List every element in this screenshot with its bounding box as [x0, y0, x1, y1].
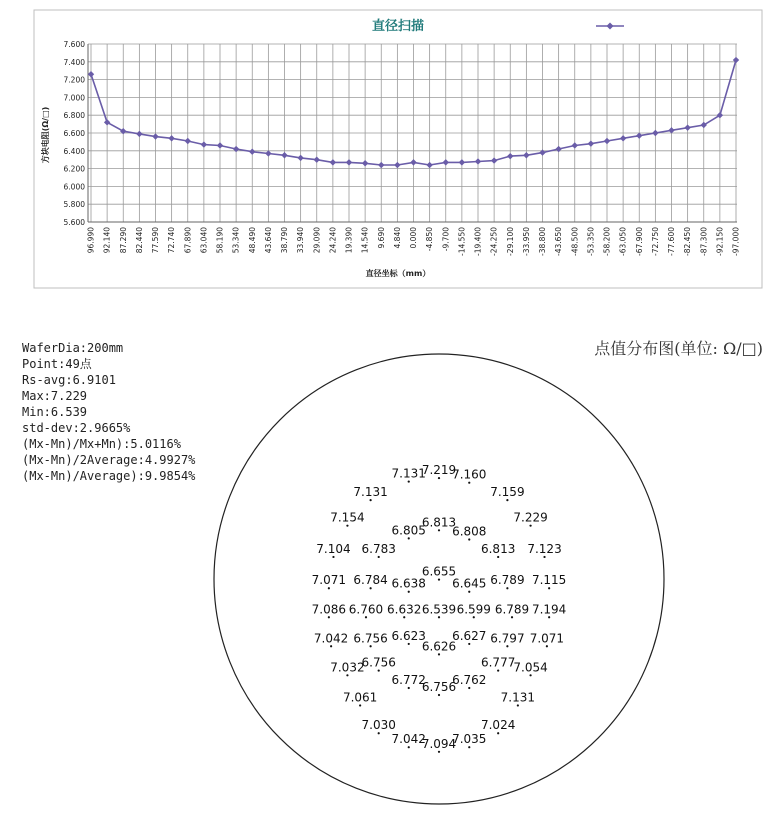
measurement-dot: [517, 704, 519, 706]
measurement-label: 6.797: [490, 631, 525, 646]
y-tick-label: 5.600: [63, 218, 85, 227]
measurement-dot: [497, 669, 499, 671]
y-tick-label: 6.000: [63, 182, 85, 192]
measurement-dot: [370, 645, 372, 647]
y-tick-label: 7.400: [63, 57, 85, 67]
measurement-label: 7.054: [513, 660, 548, 675]
measurement-dot: [548, 587, 550, 589]
x-tick-label: 43.640: [263, 227, 273, 254]
y-tick-label: 6.400: [63, 146, 85, 156]
measurement-dot: [543, 556, 545, 558]
measurement-dot: [346, 674, 348, 676]
measurement-dot: [438, 578, 440, 580]
measurement-label: 7.115: [531, 573, 567, 588]
measurement-dot: [408, 746, 410, 748]
measurement-dot: [506, 587, 508, 589]
measurement-label: 6.808: [452, 524, 487, 539]
x-tick-label: -67.900: [634, 227, 644, 256]
measurement-dot: [529, 674, 531, 676]
measurement-label: 7.219: [421, 463, 457, 478]
measurement-dot: [378, 732, 380, 734]
measurement-label: 7.159: [490, 485, 525, 500]
x-tick-label: -33.950: [521, 227, 531, 256]
measurement-dot: [468, 687, 470, 689]
measurement-dot: [468, 643, 470, 645]
measurement-label: 6.756: [421, 679, 457, 694]
y-tick-label: 7.000: [63, 93, 85, 103]
measurement-label: 7.229: [513, 510, 548, 525]
x-tick-label: 38.790: [280, 227, 289, 254]
measurement-label: 6.813: [421, 515, 457, 530]
measurement-dot: [506, 645, 508, 647]
x-tick-label: 58.190: [215, 227, 225, 254]
measurement-dot: [473, 616, 475, 618]
measurement-dot: [408, 537, 410, 539]
measurement-dot: [546, 645, 548, 647]
measurement-label: 6.783: [361, 541, 396, 556]
x-tick-label: -43.650: [554, 227, 564, 256]
measurement-label: 6.623: [391, 628, 426, 643]
x-tick-label: 77.590: [151, 227, 160, 254]
measurement-label: 6.756: [353, 631, 388, 646]
stat-wafer-dia: WaferDia:200mm: [22, 341, 124, 355]
x-tick-label: -48.500: [570, 227, 580, 256]
measurement-label: 6.789: [490, 573, 525, 588]
x-tick-label: -82.450: [683, 227, 693, 256]
x-tick-label: 24.240: [328, 227, 338, 254]
measurement-dot: [438, 694, 440, 696]
x-tick-label: 72.740: [167, 227, 177, 254]
stat-max: Max:7.229: [22, 389, 88, 403]
measurement-dot: [497, 732, 499, 734]
measurement-label: 6.626: [421, 639, 457, 654]
stat-range-half-avg: (Mx-Mn)/2Average:4.9927%: [22, 453, 196, 467]
x-tick-label: 63.040: [199, 227, 209, 254]
measurement-dot: [438, 653, 440, 655]
measurement-dot: [468, 482, 470, 484]
measurement-dot: [328, 616, 330, 618]
measurement-label: 7.104: [316, 541, 351, 556]
stats-block: [22, 340, 195, 484]
measurement-dot: [408, 480, 410, 482]
x-axis-title: 直径坐标（mm）: [365, 269, 431, 278]
x-tick-label: -92.150: [715, 227, 725, 256]
measurement-dot: [408, 643, 410, 645]
measurement-label: 6.762: [452, 673, 487, 688]
x-tick-label: 14.540: [360, 227, 370, 254]
diameter-scan-chart: [0, 0, 771, 300]
y-tick-label: 6.800: [63, 111, 85, 121]
measurement-label: 6.599: [456, 602, 491, 617]
x-tick-label: -63.050: [618, 227, 628, 256]
measurement-dot: [332, 556, 334, 558]
measurement-label: 7.131: [500, 690, 536, 705]
measurement-label: 6.772: [391, 673, 426, 688]
measurement-label: 6.805: [391, 523, 426, 538]
x-tick-label: 4.840: [392, 227, 402, 249]
measurement-dot: [328, 587, 330, 589]
measurement-label: 6.632: [387, 602, 422, 617]
measurement-label: 6.638: [391, 576, 426, 591]
measurement-label: 7.071: [529, 631, 565, 646]
measurement-label: 7.154: [330, 510, 365, 525]
measurement-label: 7.042: [313, 631, 349, 646]
x-tick-label: -97.000: [731, 227, 741, 256]
measurement-label: 7.194: [531, 602, 567, 617]
x-tick-label: 48.490: [247, 227, 257, 254]
measurement-dot: [370, 587, 372, 589]
x-tick-label: 92.140: [102, 227, 112, 254]
y-tick-label: 7.200: [63, 75, 85, 85]
measurement-label: 6.645: [452, 576, 487, 591]
y-tick-label: 6.200: [63, 164, 85, 174]
x-tick-label: -9.700: [441, 227, 451, 252]
measurement-label: 6.813: [480, 541, 516, 556]
measurement-label: 7.032: [330, 660, 365, 675]
measurement-label: 7.131: [353, 485, 388, 500]
measurement-label: 6.777: [480, 655, 516, 670]
measurement-dot: [438, 529, 440, 531]
wafer-points: [312, 463, 567, 753]
measurement-dot: [378, 556, 380, 558]
measurement-dot: [438, 751, 440, 753]
x-tick-label: -58.200: [602, 227, 612, 256]
measurement-dot: [438, 616, 440, 618]
stat-point-count: Point:49点: [22, 357, 92, 371]
measurement-dot: [378, 669, 380, 671]
measurement-dot: [403, 616, 405, 618]
x-tick-label: 96.990: [86, 227, 96, 254]
measurement-dot: [468, 746, 470, 748]
measurement-label: 7.086: [311, 602, 347, 617]
stat-min: Min:6.539: [22, 405, 88, 419]
measurement-dot: [468, 591, 470, 593]
measurement-label: 6.655: [421, 564, 457, 579]
measurement-label: 7.035: [452, 732, 487, 747]
measurement-dot: [408, 591, 410, 593]
x-tick-label: -38.800: [538, 227, 547, 256]
measurement-dot: [529, 525, 531, 527]
x-tick-label: -87.300: [699, 227, 709, 256]
measurement-label: 6.627: [452, 628, 487, 643]
x-tick-label: -53.350: [586, 227, 596, 256]
measurement-label: 7.030: [361, 718, 396, 733]
x-tick-label: -72.750: [650, 227, 660, 256]
measurement-label: 7.042: [391, 732, 426, 747]
measurement-dot: [365, 616, 367, 618]
stat-range-ratio: (Mx-Mn)/Mx+Mn):5.0116%: [22, 437, 181, 451]
y-tick-label: 6.600: [63, 129, 85, 138]
x-tick-label: 82.440: [134, 227, 144, 254]
x-tick-label: -19.400: [473, 227, 483, 256]
y-tick-label: 5.800: [63, 200, 85, 210]
measurement-label: 7.061: [342, 690, 378, 705]
x-tick-label: 87.290: [118, 227, 128, 254]
line-chart-svg: [0, 0, 771, 300]
x-tick-label: 33.940: [296, 227, 306, 254]
measurement-dot: [330, 645, 332, 647]
y-tick-label: 7.600: [63, 40, 85, 49]
y-axis-title: 方块电阻(Ω/□): [41, 106, 50, 164]
x-tick-label: 0.000: [409, 227, 418, 249]
x-tick-label: 9.690: [376, 227, 386, 249]
x-tick-label: 53.340: [231, 227, 241, 254]
stat-range-avg: (Mx-Mn)/Average):9.9854%: [22, 469, 196, 483]
measurement-dot: [548, 616, 550, 618]
measurement-dot: [511, 616, 513, 618]
measurement-label: 7.160: [452, 467, 487, 482]
measurement-dot: [370, 499, 372, 501]
measurement-dot: [497, 556, 499, 558]
chart-title: 直径扫描: [371, 19, 425, 34]
x-tick-label: -29.100: [505, 227, 515, 256]
measurement-dot: [346, 525, 348, 527]
measurement-label: 6.789: [494, 602, 530, 617]
measurement-label: 6.756: [361, 655, 396, 670]
x-tick-label: 19.390: [344, 227, 354, 254]
stat-rs-avg: Rs-avg:6.9101: [22, 373, 116, 387]
measurement-dot: [506, 499, 508, 501]
measurement-label: 7.094: [421, 736, 457, 751]
x-tick-label: -77.600: [667, 227, 676, 256]
measurement-label: 7.131: [391, 466, 426, 481]
measurement-label: 6.760: [348, 602, 384, 617]
measurement-dot: [359, 704, 361, 706]
measurement-dot: [408, 687, 410, 689]
measurement-label: 7.024: [480, 718, 516, 733]
measurement-dot: [438, 477, 440, 479]
wafer-map-panel: [0, 320, 771, 819]
x-tick-label: -24.250: [489, 227, 499, 256]
x-tick-label: 67.890: [183, 227, 193, 254]
measurement-dot: [468, 538, 470, 540]
measurement-label: 7.123: [527, 541, 562, 556]
x-tick-label: -4.850: [425, 227, 435, 252]
wafer-map-title: 点值分布图(单位: Ω/□): [594, 339, 763, 358]
measurement-label: 7.071: [311, 573, 347, 588]
measurement-label: 6.784: [353, 573, 388, 588]
measurement-label: 6.539: [421, 602, 457, 617]
stat-std-dev: std-dev:2.9665%: [22, 421, 131, 435]
x-tick-label: -14.550: [457, 227, 467, 256]
x-tick-label: 29.090: [312, 227, 322, 254]
